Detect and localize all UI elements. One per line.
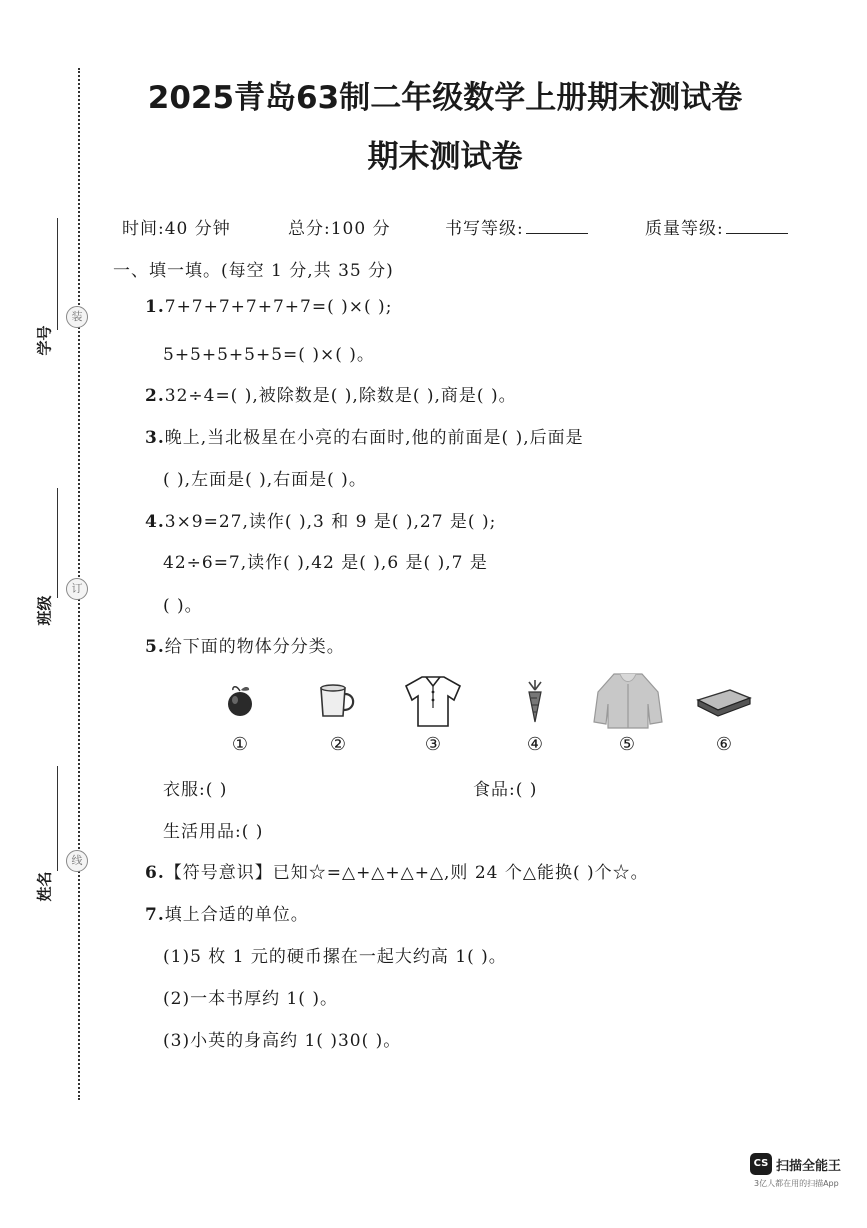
scanner-app-name: 扫描全能王 (776, 1158, 842, 1174)
q3-line1: 晚上,当北极星在小亮的右面时,他的前面是( ),后面是 (164, 428, 584, 448)
q5-daily: 生活用品:( ) (163, 822, 264, 842)
q3-line2: ( ),左面是( ),右面是( )。 (163, 470, 367, 490)
binding-mark-2: 订 (66, 578, 88, 600)
jacket-icon (592, 670, 664, 730)
q7-sub2: (2)一本书厚约 1( )。 (163, 989, 338, 1009)
question-7 (145, 900, 309, 925)
q2-number: 2. (145, 386, 165, 406)
q1-number: 1. (145, 297, 165, 317)
question-4 (145, 507, 496, 532)
binding-mark-3: 线 (66, 850, 88, 872)
towel-icon (692, 684, 754, 720)
q3-number: 3. (145, 428, 165, 448)
q4-line1: 3×9=27,读作( ),3 和 9 是( ),27 是( ); (164, 512, 497, 532)
scanner-watermark (750, 1152, 841, 1176)
scanner-tagline: 3亿人都在用的扫描App (754, 1179, 839, 1188)
binding-mark-1: 装 (66, 306, 88, 328)
q6-text: 【符号意识】已知☆=△+△+△+△,则 24 个△能换( )个☆。 (164, 863, 649, 883)
quality-grade-blank[interactable] (726, 217, 788, 234)
question-1 (145, 297, 392, 317)
q1-line1: 7+7+7+7+7+7=( )×( ); (164, 297, 393, 317)
writing-grade-blank[interactable] (526, 217, 588, 234)
q7-text: 填上合适的单位。 (164, 905, 309, 925)
item-label-5: ⑤ (618, 734, 636, 755)
time-info: 时间:40 分钟 (122, 219, 231, 239)
section-heading: 一、填一填。(每空 1 分,共 35 分) (113, 261, 394, 281)
question-5 (145, 632, 345, 657)
question-3 (145, 423, 584, 448)
cup-icon (316, 682, 358, 722)
question-2 (145, 381, 517, 406)
q5-food: 食品:( ) (473, 780, 538, 800)
q4-number: 4. (145, 512, 165, 532)
q7-sub1: (1)5 枚 1 元的硬币摞在一起大约高 1( )。 (163, 947, 507, 967)
quality-grade-label: 质量等级: (645, 219, 724, 239)
cs-logo-icon: CS (750, 1153, 772, 1175)
q7-sub3: (3)小英的身高约 1( )30( )。 (163, 1031, 402, 1051)
q2-text: 32÷4=( ),被除数是( ),除数是( ),商是( )。 (164, 386, 517, 406)
item-label-3: ③ (424, 734, 442, 755)
student-id-label: 学号 (35, 325, 54, 356)
q4-line3: ( )。 (163, 596, 203, 616)
carrot-icon (523, 680, 547, 724)
class-blank (57, 488, 58, 598)
q5-text: 给下面的物体分分类。 (164, 637, 345, 657)
item-label-2: ② (329, 734, 347, 755)
total-info: 总分:100 分 (288, 219, 391, 239)
question-6 (145, 858, 649, 883)
name-blank (57, 766, 58, 871)
writing-grade-label: 书写等级: (445, 219, 524, 239)
q5-clothes: 衣服:( ) (163, 780, 228, 800)
class-label: 班级 (35, 595, 54, 626)
item-label-6: ⑥ (715, 734, 733, 755)
quality-grade (645, 214, 788, 239)
q1-line2: 5+5+5+5+5=( )×( )。 (163, 345, 375, 365)
item-label-1: ① (231, 734, 249, 755)
q7-number: 7. (145, 905, 165, 925)
apple-icon (222, 682, 258, 722)
writing-grade (445, 214, 588, 239)
shirt-icon (402, 672, 464, 730)
q4-line2: 42÷6=7,读作( ),42 是( ),6 是( ),7 是 (163, 553, 488, 573)
page-title: 2025青岛63制二年级数学上册期末测试卷 (147, 80, 743, 116)
q5-number: 5. (145, 637, 165, 657)
name-label: 姓名 (35, 871, 54, 902)
student-id-blank (57, 218, 58, 330)
q6-number: 6. (145, 863, 165, 883)
item-label-4: ④ (526, 734, 544, 755)
page-subtitle: 期末测试卷 (367, 139, 523, 175)
